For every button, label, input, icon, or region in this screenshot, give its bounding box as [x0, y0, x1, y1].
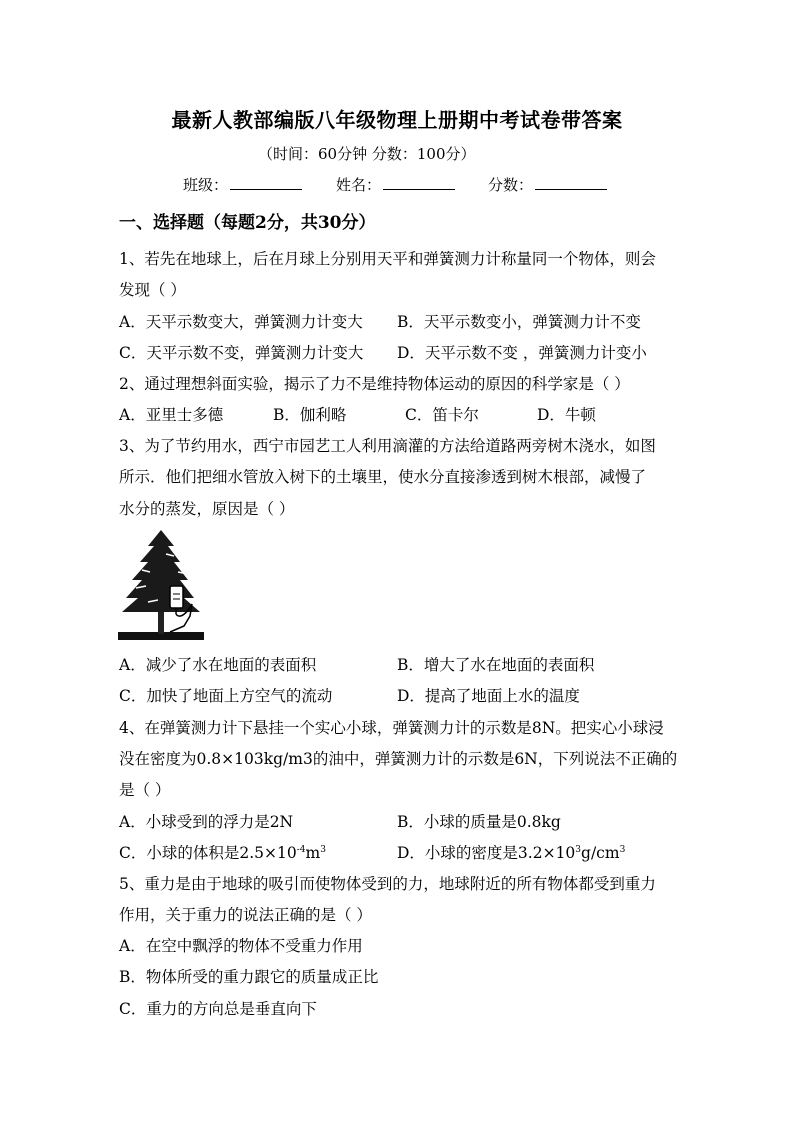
- q2-stem-line1: 2、通过理想斜面实验，揭示了力不是维持物体运动的原因的科学家是（ ）: [119, 375, 630, 393]
- q4-option-d-exponent: 3: [575, 845, 582, 855]
- q1-stem-line2: 发现（ ）: [119, 281, 186, 299]
- q5-stem-line1: 5、重力是由于地球的吸引而使物体受到的力，地球附近的所有物体都受到重力: [119, 875, 656, 893]
- q2-option-b: B．伽利略: [273, 406, 347, 424]
- q1-stem-line1: 1、若先在地球上，后在月球上分别用天平和弹簧测力计称量同一个物体，则会: [119, 250, 656, 268]
- score-label: 分数：: [488, 176, 534, 194]
- q4-option-d-text: D．小球的密度是3.2×10: [397, 844, 576, 862]
- q1-option-a: A．天平示数变大，弹簧测力计变大: [119, 313, 363, 331]
- q5-stem-line2: 作用，关于重力的说法正确的是（ ）: [119, 906, 372, 924]
- page-title: 最新人教部编版八年级物理上册期中考试卷带答案: [171, 108, 623, 132]
- q5-option-a: A．在空中飘浮的物体不受重力作用: [119, 937, 363, 955]
- q4-option-c-unit-exponent: 3: [320, 845, 326, 855]
- q1-option-d: D．天平示数不变 ，弹簧测力计变小: [397, 344, 647, 362]
- q4-option-d-unit: g/cm: [581, 844, 620, 862]
- score-blank[interactable]: [535, 175, 607, 190]
- q2-option-c: C．笛卡尔: [405, 406, 479, 424]
- q5-option-c: C．重力的方向总是垂直向下: [119, 1000, 317, 1018]
- q4-stem-line3: 是（ ）: [119, 781, 171, 799]
- q1-option-c: C．天平示数不变，弹簧测力计变大: [119, 344, 364, 362]
- class-blank[interactable]: [230, 175, 302, 190]
- q4-option-d: [397, 841, 625, 863]
- q2-option-a: A．亚里士多德: [119, 406, 224, 424]
- q2-option-d: D．牛顿: [537, 406, 596, 424]
- q4-option-c-text: C．小球的体积是2.5×10: [119, 844, 297, 862]
- score-field: [488, 174, 607, 195]
- q3-stem-line3: 水分的蒸发，原因是（ ）: [119, 500, 295, 518]
- tree-drip-irrigation-figure: [118, 528, 206, 644]
- name-field: [336, 174, 455, 195]
- q3-option-a: A．减少了水在地面的表面积: [119, 656, 317, 674]
- q1-option-b: B．天平示数变小，弹簧测力计不变: [397, 313, 641, 331]
- q4-option-c: [119, 841, 326, 863]
- q3-stem-line2: 所示．他们把细水管放入树下的土壤里，使水分直接渗透到树木根部，减慢了: [119, 468, 647, 486]
- q4-option-b: B．小球的质量是0.8kg: [397, 813, 561, 831]
- class-label: 班级：: [183, 176, 229, 194]
- section-heading: 一、选择题（每题2分，共30分）: [119, 213, 376, 233]
- q4-stem-line2: 没在密度为0.8×103kg/m3的油中，弹簧测力计的示数是6N，下列说法不正确的: [119, 750, 678, 768]
- q3-stem-line1: 3、为了节约用水，西宁市园艺工人利用滴灌的方法给道路两旁树木浇水，如图: [119, 437, 656, 455]
- q3-option-c: C．加快了地面上方空气的流动: [119, 687, 333, 705]
- q4-option-d-unit-exponent: 3: [619, 845, 626, 855]
- q4-stem-line1: 4、在弹簧测力计下悬挂一个实心小球，弹簧测力计的示数是8N。把实心小球浸: [119, 719, 664, 737]
- q3-option-d: D．提高了地面上水的温度: [397, 687, 580, 705]
- class-field: [183, 174, 302, 195]
- q3-option-b: B．增大了水在地面的表面积: [397, 656, 595, 674]
- name-label: 姓名：: [336, 176, 382, 194]
- q4-option-c-unit: m: [305, 844, 321, 862]
- name-blank[interactable]: [383, 175, 455, 190]
- q4-option-a: A．小球受到的浮力是2N: [119, 813, 294, 831]
- q4-option-c-exponent: -4: [296, 845, 306, 855]
- q5-option-b: B．物体所受的重力跟它的质量成正比: [119, 968, 379, 986]
- exam-time-score: （时间：60分钟 分数：100分）: [258, 145, 476, 163]
